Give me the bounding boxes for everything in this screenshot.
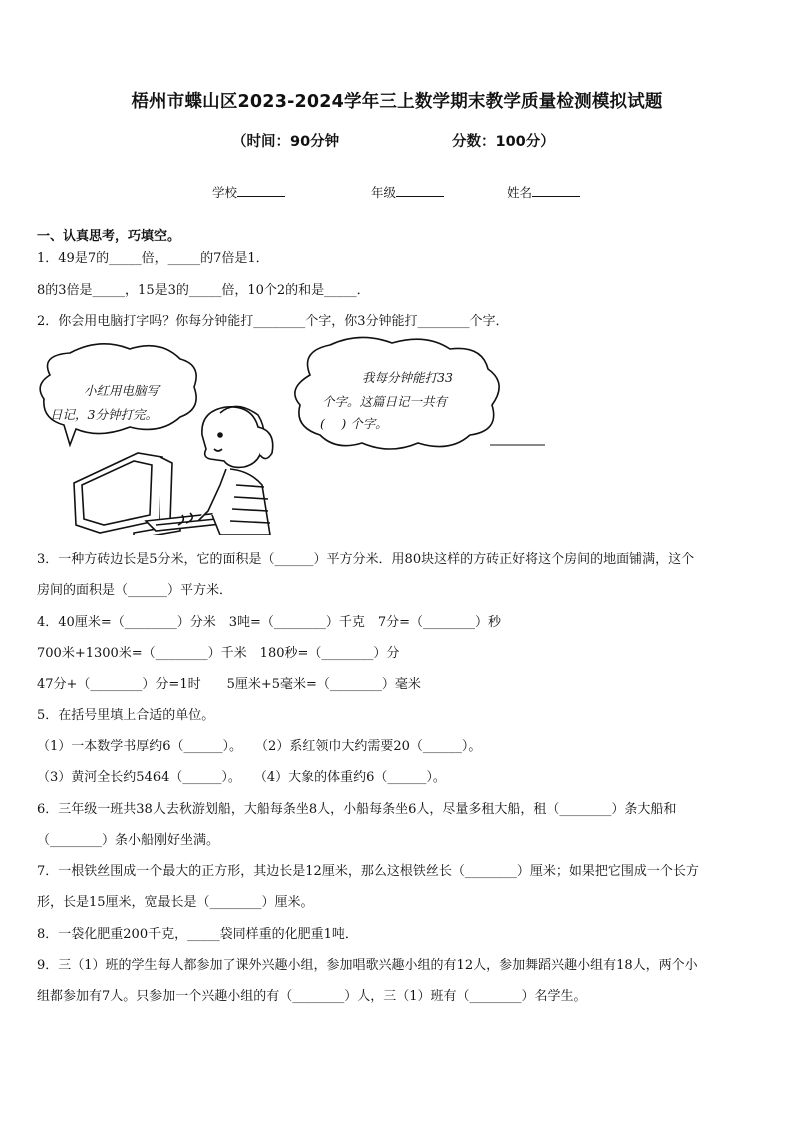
left-bubble-line-1: 小红用电脑写 (84, 383, 160, 398)
question-5-items-1: （1）一本数学书厚约6（______）。 （2）系红领巾大约需要20（______）。 (37, 739, 482, 754)
grade-field[interactable] (371, 183, 444, 201)
school-blank[interactable] (237, 185, 285, 197)
total-score: 分数：100分） (452, 134, 555, 150)
question-4-line-1: 4．40厘米=（________）分米 3吨=（________）千克 7分=（________）秒 (37, 615, 502, 630)
question-5-items-2: （3）黄河全长约5464（______）。 （4）大象的体重约6（______）。 (37, 770, 446, 785)
page-title: 梧州市蝶山区2023-2024学年三上数学期末教学质量检测模拟试题 (131, 92, 663, 112)
school-label: 学校 (212, 185, 238, 200)
name-blank[interactable] (532, 185, 580, 197)
girl-icon (178, 406, 273, 535)
question-3-line-2: 房间的面积是（______）平方米． (37, 583, 233, 598)
name-label: 姓名 (507, 185, 533, 200)
school-field[interactable] (212, 183, 285, 201)
question-6-line-2: （________）条小船刚好坐满。 (37, 833, 220, 848)
question-3-line-1: 3．一种方砖边长是5分米，它的面积是（______）平方分米．用80块这样的方砖正好将这个房间的地面铺满，这个 (37, 552, 695, 567)
time-limit: （时间：90分钟 (232, 134, 340, 150)
question-4-line-3: 47分+（________）分=1时 5厘米+5毫米=（________）毫米 (37, 677, 421, 692)
question-4-line-2: 700米+1300米=（________）千米 180秒=（________）分 (37, 646, 400, 661)
left-bubble-line-2: 日记，3分钟打完。 (50, 407, 158, 422)
question-1-line-1: 1．49是7的_____倍，_____的7倍是1． (37, 251, 269, 266)
question-7-line-2: 形，长是15厘米，宽最长是（________）厘米。 (37, 895, 314, 910)
grade-blank[interactable] (396, 185, 444, 197)
question-2: 2．你会用电脑打字吗？你每分钟能打________个字，你3分钟能打________个字． (37, 314, 509, 329)
question-8: 8．一袋化肥重200千克，_____袋同样重的化肥重1吨． (37, 927, 358, 942)
typing-illustration (30, 335, 550, 535)
question-1-line-2: 8的3倍是_____，15是3的_____倍，10个2的和是_____． (37, 283, 370, 298)
right-bubble-line-2: 个字。这篇日记一共有 (322, 394, 448, 409)
name-field[interactable] (507, 183, 580, 201)
grade-label: 年级 (371, 185, 397, 200)
right-bubble-line-3: ( ) 个字。 (320, 416, 388, 431)
question-9-line-1: 9．三（1）班的学生每人都参加了课外兴趣小组，参加唱歌兴趣小组的有12人，参加舞蹈兴趣小组有18人，两个小 (37, 958, 698, 973)
question-5: 5．在括号里填上合适的单位。 (37, 708, 215, 723)
question-6-line-1: 6．三年级一班共38人去秋游划船，大船每条坐8人，小船每条坐6人，尽量多租大船，租（________）条大船和 (37, 802, 677, 817)
section-heading: 一、认真思考，巧填空。 (37, 229, 181, 244)
question-9-line-2: 组都参加有7人。只参加一个兴趣小组的有（________）人，三（1）班有（________）名学生。 (37, 989, 587, 1004)
question-7-line-1: 7．一根铁丝围成一个最大的正方形，其边长是12厘米，那么这根铁丝长（________）厘米；如果把它围成一个长方 (37, 864, 699, 879)
right-bubble-line-1: 我每分钟能打33 (362, 370, 453, 385)
computer-icon (74, 453, 230, 535)
